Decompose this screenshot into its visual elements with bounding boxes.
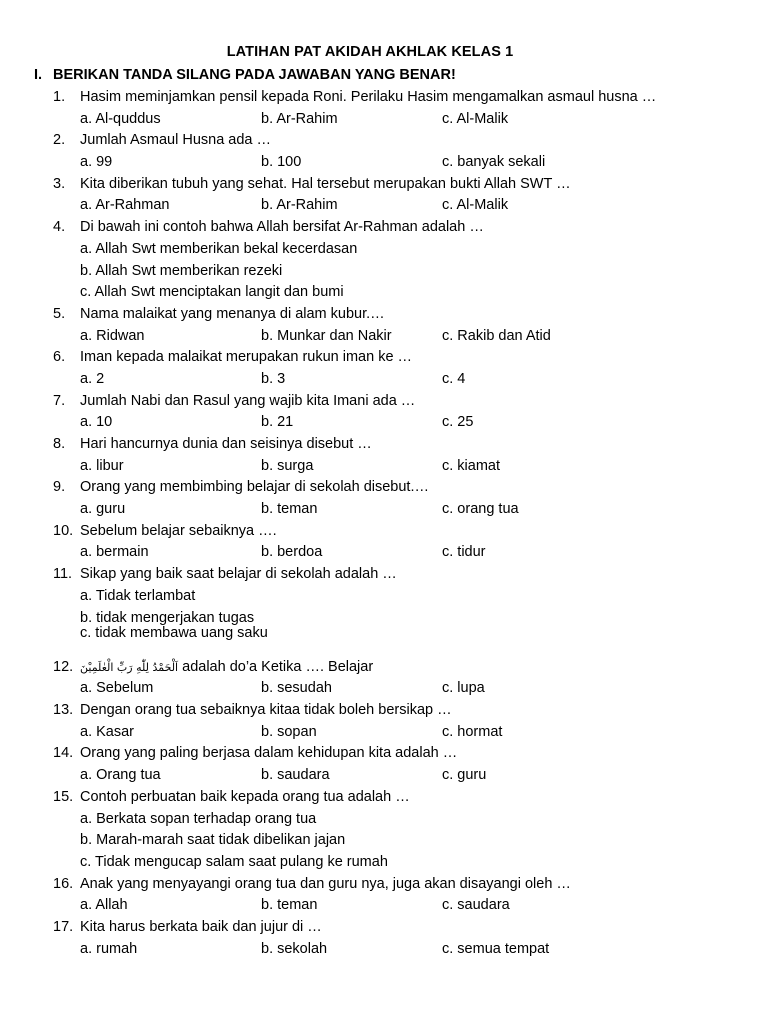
question-number: 17. bbox=[53, 918, 74, 935]
question-number: 16. bbox=[53, 875, 74, 892]
answer-option-c[interactable]: c. tidur bbox=[442, 544, 486, 561]
answer-options-row bbox=[0, 152, 768, 174]
answer-option-c[interactable]: c. semua tempat bbox=[442, 940, 550, 957]
answer-option-b[interactable]: b. 21 bbox=[261, 414, 294, 431]
answer-option-a[interactable]: a. Ar-Rahman bbox=[80, 197, 170, 214]
section-heading bbox=[34, 67, 456, 83]
answer-option-b[interactable]: b. Ar-Rahim bbox=[261, 197, 338, 214]
question-number: 9. bbox=[53, 479, 66, 496]
worksheet-title: LATIHAN PAT AKIDAH AKHLAK KELAS 1 bbox=[226, 44, 514, 60]
question-text: Anak yang menyayangi orang tua dan guru nya, juga akan disayangi oleh … bbox=[80, 875, 571, 892]
question-2 bbox=[0, 130, 768, 152]
answer-options-row bbox=[0, 765, 768, 787]
question-text: Contoh perbuatan baik kepada orang tua adalah … bbox=[80, 788, 410, 805]
question-number: 14. bbox=[53, 745, 74, 762]
question-number: 5. bbox=[53, 305, 66, 322]
question-text: Iman kepada malaikat merupakan rukun iman ke … bbox=[80, 349, 413, 366]
question-3 bbox=[0, 174, 768, 196]
answer-option-b[interactable]: b. Allah Swt memberikan rezeki bbox=[80, 262, 283, 279]
answer-options-row bbox=[0, 239, 768, 261]
question-text: Jumlah Nabi dan Rasul yang wajib kita Imani ada … bbox=[80, 392, 416, 409]
question-number: 2. bbox=[53, 132, 66, 149]
answer-options-row bbox=[0, 412, 768, 434]
answer-option-b[interactable]: b. Ar-Rahim bbox=[261, 110, 338, 127]
question-text bbox=[80, 659, 373, 675]
answer-option-c[interactable]: c. kiamat bbox=[442, 457, 501, 474]
answer-option-c[interactable]: c. lupa bbox=[442, 680, 485, 697]
answer-option-c[interactable]: c. Al-Malik bbox=[442, 110, 509, 127]
answer-option-b[interactable]: b. sopan bbox=[261, 723, 317, 740]
answer-option-a[interactable]: a. Orang tua bbox=[80, 767, 161, 784]
question-text: Nama malaikat yang menanya di alam kubur.… bbox=[80, 305, 385, 322]
arabic-prayer-text: اَلْحَمْدُ لِلّٰهِ رَبِّ الْعٰلَمِيْنَ bbox=[80, 660, 179, 674]
question-17 bbox=[0, 917, 768, 939]
answer-options-row bbox=[0, 895, 768, 917]
answer-options-row bbox=[0, 109, 768, 131]
answer-options-row bbox=[0, 852, 768, 874]
question-number: 1. bbox=[53, 89, 66, 105]
question-8 bbox=[0, 434, 768, 456]
answer-option-a[interactable]: a. Kasar bbox=[80, 723, 134, 740]
answer-options-row bbox=[0, 282, 768, 304]
section-instruction: BERIKAN TANDA SILANG PADA JAWABAN YANG BENAR! bbox=[53, 67, 456, 83]
answer-option-b[interactable]: b. sesudah bbox=[261, 680, 332, 697]
question-11 bbox=[0, 564, 768, 586]
question-15 bbox=[0, 787, 768, 809]
question-text: Kita diberikan tubuh yang sehat. Hal tersebut merupakan bukti Allah SWT … bbox=[80, 175, 571, 192]
answer-option-a[interactable]: a. Allah Swt memberikan bekal kecerdasan bbox=[80, 240, 358, 257]
answer-option-b[interactable]: b. saudara bbox=[261, 767, 330, 784]
answer-option-c[interactable]: c. 4 bbox=[442, 370, 466, 387]
question-number: 8. bbox=[53, 436, 66, 452]
answer-option-b[interactable]: b. sekolah bbox=[261, 940, 328, 957]
answer-option-b[interactable]: b. surga bbox=[261, 457, 314, 474]
answer-options-row bbox=[0, 261, 768, 283]
question-text: Dengan orang tua sebaiknya kitaa tidak boleh bersikap … bbox=[80, 702, 452, 719]
question-13 bbox=[0, 700, 768, 722]
answer-option-a[interactable]: a. 99 bbox=[80, 154, 113, 171]
answer-options-row bbox=[0, 939, 768, 961]
answer-option-a[interactable]: a. 10 bbox=[80, 414, 113, 431]
question-text: Di bawah ini contoh bahwa Allah bersifat Ar-Rahman adalah … bbox=[80, 219, 484, 236]
answer-option-a[interactable]: a. bermain bbox=[80, 544, 149, 561]
question-text-rest: adalah do’a Ketika …. Belajar bbox=[178, 658, 374, 675]
answer-option-c[interactable]: c. Al-Malik bbox=[442, 197, 509, 214]
question-number: 10. bbox=[53, 522, 74, 539]
answer-option-a[interactable]: a. guru bbox=[80, 501, 126, 518]
answer-option-b[interactable]: b. 3 bbox=[261, 370, 286, 387]
answer-options-row bbox=[0, 830, 768, 852]
answer-options-row bbox=[0, 195, 768, 217]
answer-options-row bbox=[0, 809, 768, 831]
answer-option-b[interactable]: b. 100 bbox=[261, 154, 302, 171]
answer-option-b[interactable]: b. teman bbox=[261, 501, 318, 518]
question-text: Sikap yang baik saat belajar di sekolah adalah … bbox=[80, 566, 397, 583]
question-16 bbox=[0, 874, 768, 896]
answer-option-a[interactable]: a. Tidak terlambat bbox=[80, 587, 196, 604]
question-number: 12. bbox=[53, 658, 74, 675]
answer-option-c[interactable]: c. orang tua bbox=[442, 501, 519, 518]
question-text: Orang yang membimbing belajar di sekolah disebut.… bbox=[80, 479, 429, 496]
question-number: 4. bbox=[53, 219, 66, 236]
question-7 bbox=[0, 391, 768, 413]
answer-options-row bbox=[0, 722, 768, 744]
answer-option-b[interactable]: b. berdoa bbox=[261, 544, 323, 561]
answer-option-c[interactable]: c. Rakib dan Atid bbox=[442, 327, 551, 344]
section-numeral: I. bbox=[34, 67, 43, 83]
answer-options-row bbox=[0, 623, 768, 645]
answer-option-a[interactable]: a. libur bbox=[80, 457, 124, 474]
question-number: 7. bbox=[53, 392, 66, 409]
answer-option-b[interactable]: b. Munkar dan Nakir bbox=[261, 327, 392, 344]
question-10 bbox=[0, 521, 768, 543]
answer-option-a[interactable]: a. Ridwan bbox=[80, 327, 145, 344]
question-12 bbox=[0, 657, 768, 679]
question-6 bbox=[0, 347, 768, 369]
answer-options-row bbox=[0, 542, 768, 564]
answer-option-c[interactable]: c. tidak membawa uang saku bbox=[80, 625, 268, 641]
question-gap bbox=[0, 645, 768, 657]
question-4 bbox=[0, 217, 768, 239]
answer-option-c[interactable]: c. guru bbox=[442, 767, 487, 784]
question-text: Hasim meminjamkan pensil kepada Roni. Perilaku Hasim mengamalkan asmaul husna … bbox=[80, 89, 657, 105]
answer-option-b[interactable]: b. tidak mengerjakan tugas bbox=[80, 609, 255, 626]
question-number: 6. bbox=[53, 349, 66, 366]
answer-options-row bbox=[0, 678, 768, 700]
question-text: Jumlah Asmaul Husna ada … bbox=[80, 132, 272, 149]
answer-option-b[interactable]: b. teman bbox=[261, 897, 318, 914]
answer-options-row bbox=[0, 369, 768, 391]
question-text: Hari hancurnya dunia dan seisinya disebut … bbox=[80, 436, 372, 452]
answer-options-row bbox=[0, 608, 768, 624]
answer-option-a[interactable]: a. Al-quddus bbox=[80, 110, 161, 127]
question-number: 13. bbox=[53, 702, 74, 719]
question-14 bbox=[0, 743, 768, 765]
question-number: 3. bbox=[53, 175, 66, 192]
answer-option-c[interactable]: c. Allah Swt menciptakan langit dan bumi bbox=[80, 284, 344, 301]
answer-option-c[interactable]: c. 25 bbox=[442, 414, 474, 431]
answer-option-a[interactable]: a. Berkata sopan terhadap orang tua bbox=[80, 810, 317, 827]
answer-option-b[interactable]: b. Marah-marah saat tidak dibelikan jajan bbox=[80, 832, 346, 849]
answer-option-c[interactable]: c. hormat bbox=[442, 723, 503, 740]
question-5 bbox=[0, 304, 768, 326]
answer-option-a[interactable]: a. rumah bbox=[80, 940, 138, 957]
answer-options-row bbox=[0, 326, 768, 348]
answer-option-c[interactable]: c. banyak sekali bbox=[442, 154, 546, 171]
answer-option-a[interactable]: a. 2 bbox=[80, 370, 105, 387]
answer-option-c[interactable]: c. Tidak mengucap salam saat pulang ke rumah bbox=[80, 853, 388, 870]
answer-options-row bbox=[0, 456, 768, 478]
answer-options-row bbox=[0, 499, 768, 521]
question-1 bbox=[0, 87, 768, 109]
question-number: 15. bbox=[53, 788, 74, 805]
answer-option-a[interactable]: a. Sebelum bbox=[80, 680, 154, 697]
answer-option-c[interactable]: c. saudara bbox=[442, 897, 510, 914]
question-text: Orang yang paling berjasa dalam kehidupan kita adalah … bbox=[80, 745, 458, 762]
question-text: Sebelum belajar sebaiknya …. bbox=[80, 522, 277, 539]
question-number: 11. bbox=[53, 566, 73, 583]
answer-option-a[interactable]: a. Allah bbox=[80, 897, 128, 914]
answer-options-row bbox=[0, 586, 768, 608]
question-text: Kita harus berkata baik dan jujur di … bbox=[80, 918, 322, 935]
question-9 bbox=[0, 477, 768, 499]
question-list bbox=[0, 87, 768, 960]
